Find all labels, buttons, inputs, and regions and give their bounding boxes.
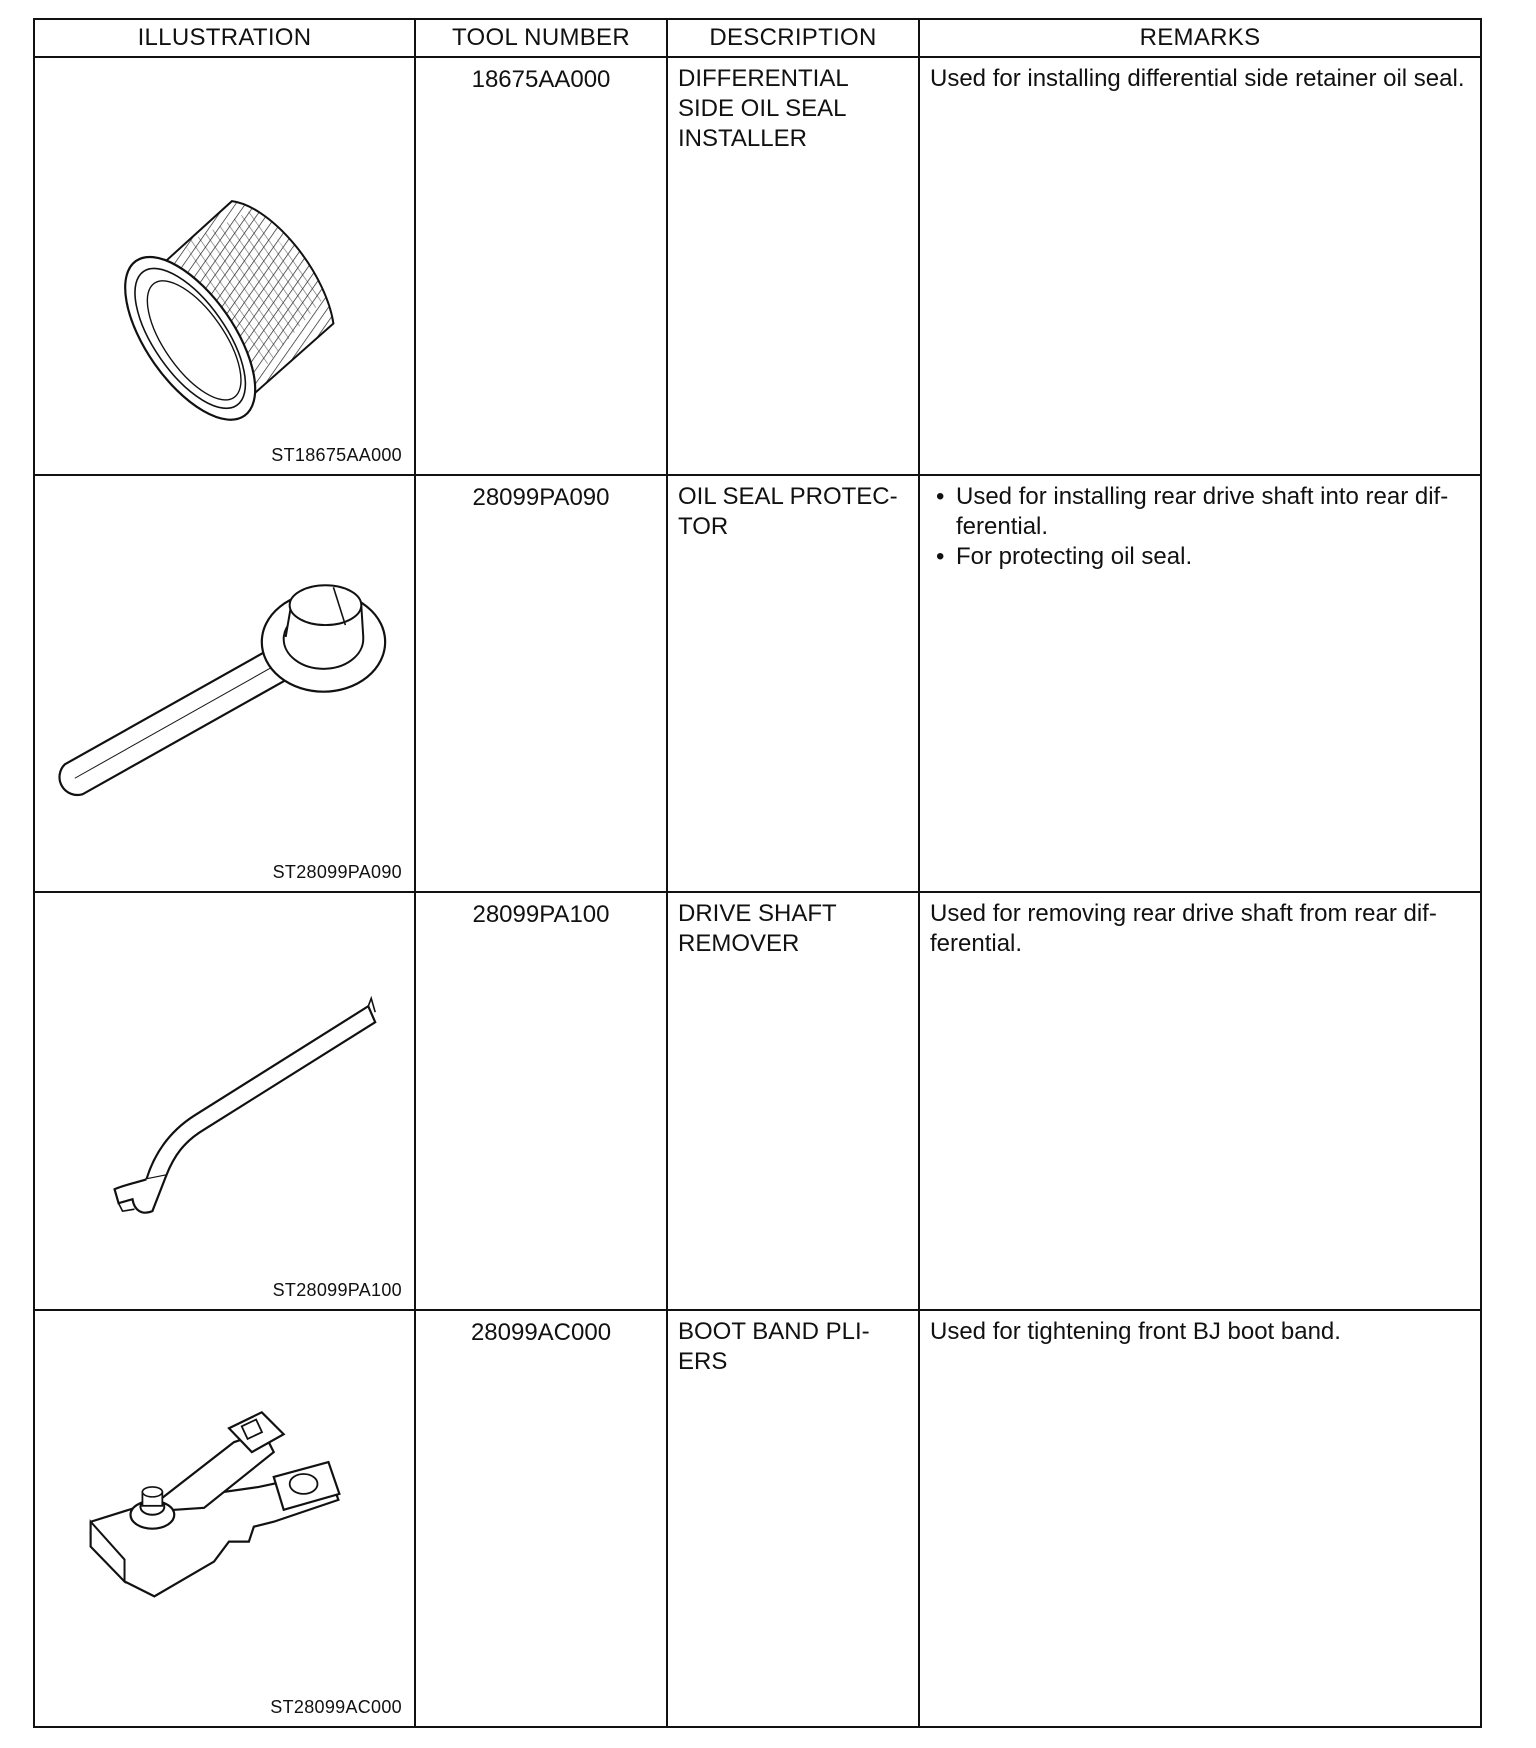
illustration-code: ST18675AA000 bbox=[271, 444, 402, 465]
remarks bbox=[919, 1310, 1481, 1728]
header-description: DESCRIPTION bbox=[667, 19, 919, 57]
table-row bbox=[34, 892, 1481, 1310]
illustration-cell bbox=[34, 475, 415, 893]
tool-number: 28099AC000 bbox=[415, 1310, 667, 1728]
oil-seal-protector-icon bbox=[35, 476, 414, 892]
illustration-code: ST28099PA090 bbox=[272, 862, 402, 882]
special-tools-table bbox=[33, 18, 1482, 1728]
description: BOOT BAND PLI-ERS bbox=[667, 1310, 919, 1728]
remark-text: Used for tightening front BJ boot band. bbox=[930, 1317, 1341, 1345]
illustration-cell bbox=[34, 892, 415, 1310]
oil-seal-installer-icon bbox=[35, 58, 414, 474]
tool-number: 28099PA090 bbox=[415, 475, 667, 893]
illustration-cell bbox=[34, 1310, 415, 1728]
table-row bbox=[34, 1310, 1481, 1728]
header-illustration: ILLUSTRATION bbox=[34, 19, 415, 57]
header-tool-number: TOOL NUMBER bbox=[415, 19, 667, 57]
drive-shaft-remover-icon bbox=[35, 893, 414, 1309]
remark-text: Used for installing differential side retainer oil seal. bbox=[930, 65, 1465, 92]
description: DIFFERENTIAL SIDE OIL SEAL INSTALLER bbox=[667, 57, 919, 475]
remark-bullet: • Used for installing rear drive shaft into rear dif-ferential. bbox=[930, 482, 1470, 542]
remark-bullet: • For protecting oil seal. bbox=[930, 542, 1470, 572]
table-row bbox=[34, 57, 1481, 475]
illustration-code: ST28099PA100 bbox=[272, 1279, 402, 1300]
boot-band-pliers-icon bbox=[35, 1311, 414, 1727]
illustration-cell bbox=[34, 57, 415, 475]
illustration-code: ST28099AC000 bbox=[270, 1697, 402, 1717]
remarks bbox=[919, 57, 1481, 475]
header-remarks: REMARKS bbox=[919, 19, 1481, 57]
tool-number: 28099PA100 bbox=[415, 892, 667, 1310]
remarks bbox=[919, 475, 1481, 893]
remark-text: Used for removing rear drive shaft from rear dif-ferential. bbox=[930, 900, 1437, 957]
description: DRIVE SHAFT REMOVER bbox=[667, 892, 919, 1310]
header-row bbox=[34, 19, 1481, 57]
table-row bbox=[34, 475, 1481, 893]
remarks bbox=[919, 892, 1481, 1310]
tool-number: 18675AA000 bbox=[415, 57, 667, 475]
description: OIL SEAL PROTEC-TOR bbox=[667, 475, 919, 893]
